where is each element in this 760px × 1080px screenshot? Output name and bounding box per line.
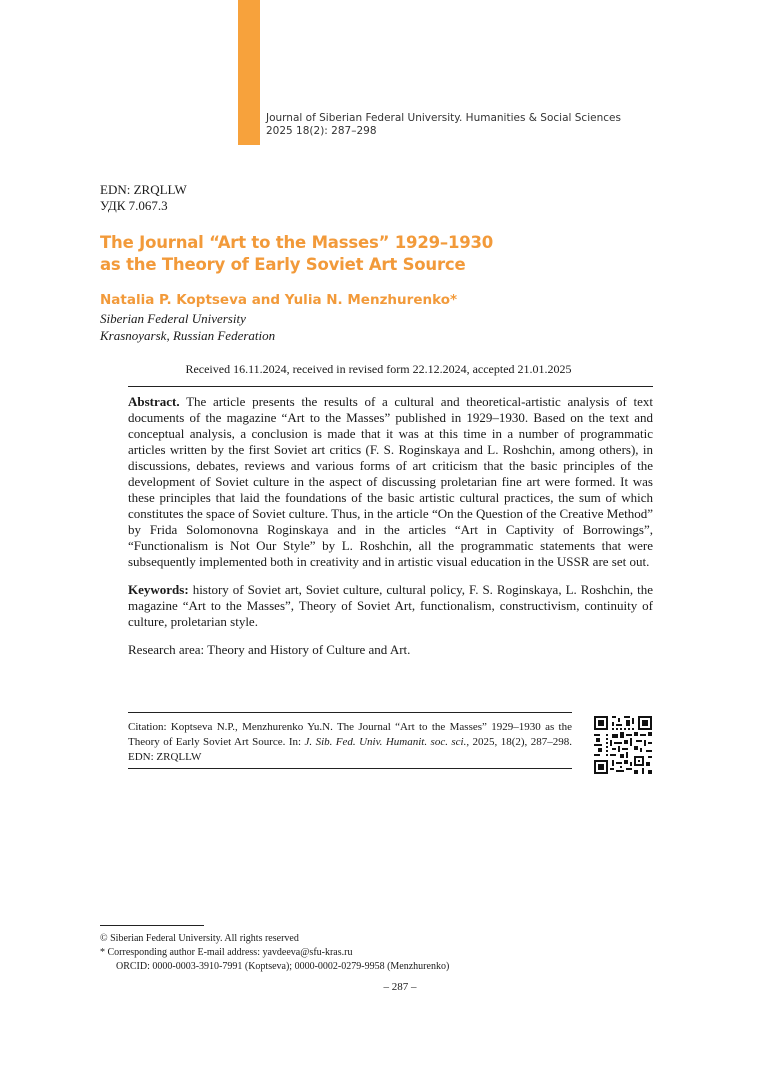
journal-name: Journal of Siberian Federal University. Humanities & Social Sciences [266,112,621,124]
copyright-note: © Siberian Federal University. All rights reserved [100,933,299,944]
title-line-1: The Journal “Art to the Masses” 1929–1930 [100,233,494,252]
abstract-label: Abstract. [128,394,180,409]
journal-issue: 2025 18(2): 287–298 [266,125,377,137]
citation-bottom-rule [128,768,572,769]
citation-journal: J. Sib. Fed. Univ. Humanit. soc. sci. [304,736,467,748]
abstract-text: The article presents the results of a cultural and theoretical-artistic analysis of text documents of the magazine “Art to the Masses” published in 1929–1930. Based on the text and conceptual analysis, a conclusion is made that it was at this time in a number of programmatic articles written by the first Soviet art critics (F. S. Roginskaya and L. Roshchin, among others), in discussions, debates, reviews and various forms of art criticism that the basic principles of the development of Soviet culture in the aspect of discussing proletarian fine art were formed. It was these principles that laid the foundations of the basic artistic cultural practices, the sum of which constitutes the space of Soviet culture. Thus, in the article “On the Question of the Creative Method” by Frida Solomonovna Roginskaya and in the articles “Art in Captivity of Borrowings”, “Functionalism is Not Our Style” by L. Roshchin, all the programmatic statements that were subsequently implemented both in creativity and in artistic visual education in the USSR are set out. [128,394,654,569]
abstract-top-rule [128,386,653,387]
edn-code: EDN: ZRQLLW [100,182,187,197]
authors: Natalia P. Koptseva and Yulia N. Menzhurenko* [100,292,458,308]
journal-header [266,112,621,138]
title-line-2: as the Theory of Early Soviet Art Source [100,255,466,274]
page-number: – 287 – [383,981,417,993]
abstract-paragraph [128,394,653,570]
affiliation [100,310,275,344]
identifiers [100,182,187,214]
keywords-label: Keywords: [128,582,189,597]
received-dates: Received 16.11.2024, received in revised form 22.12.2024, accepted 21.01.2025 [185,362,572,376]
research-area: Research area: Theory and History of Culture and Art. [128,642,411,657]
citation-suffix: , 2025, 18(2), 287–298. EDN: ZRQLLW [128,736,572,763]
abstract-section [128,394,653,670]
header-accent-bar [238,0,260,145]
keywords-paragraph [128,582,653,630]
citation-prefix: Citation: Koptseva N.P., Menzhurenko Yu.N. The Journal “Art to the Masses” 1929–1930 as the Theory of Early Soviet Art Source. In: [128,721,572,748]
orcid-note: ORCID: 0000-0003-3910-7991 (Koptseva); 0000-0002-0279-9958 (Menzhurenko) [116,961,450,972]
qr-code-icon[interactable] [594,716,652,774]
citation-top-rule [128,712,572,713]
affiliation-city: Krasnoyarsk, Russian Federation [100,328,276,343]
footnote-rule [100,925,204,926]
article-title [100,232,660,276]
keywords-text: history of Soviet art, Soviet culture, cultural policy, F. S. Roginskaya, L. Roshchin, the magazine “Art to the Masses”, Theory of Soviet Art, functionalism, constructivism, continuity of culture, proletarian style. [128,582,654,629]
citation [128,720,572,765]
footnotes [100,932,449,974]
corresponding-author-note: * Corresponding author E-mail address: yavdeeva@sfu-kras.ru [100,947,353,958]
udk-code: УДК 7.067.3 [100,198,168,213]
affiliation-university: Siberian Federal University [100,311,246,326]
